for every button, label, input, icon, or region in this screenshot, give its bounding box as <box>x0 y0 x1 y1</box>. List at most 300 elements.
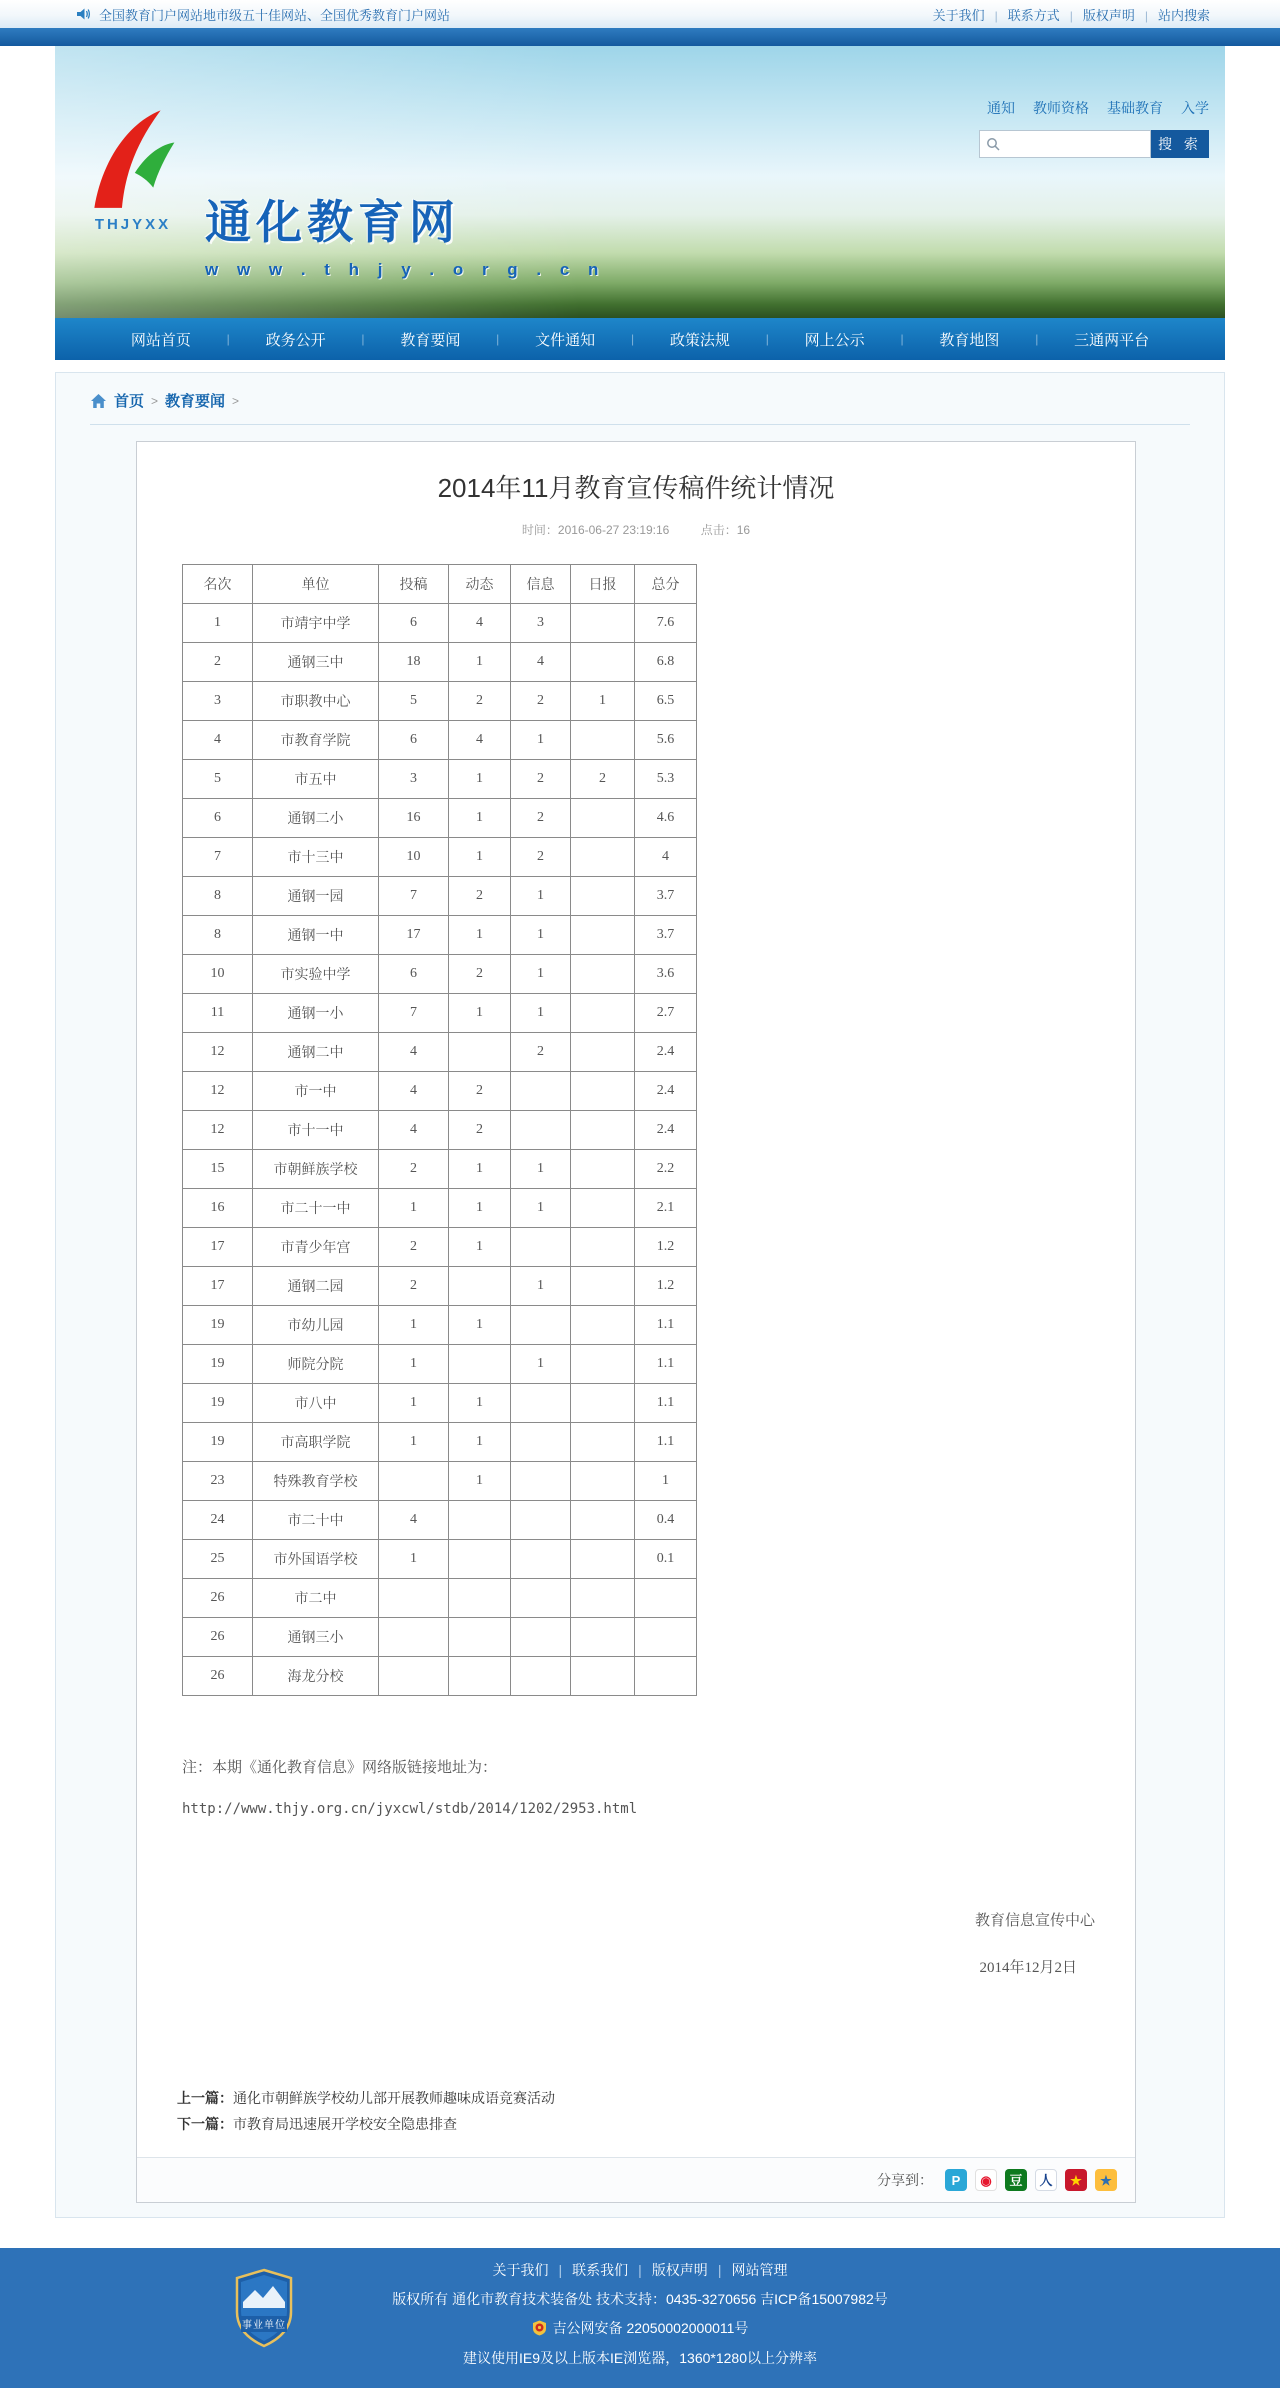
table-cell: 1 <box>449 1189 511 1228</box>
separator: | <box>1069 8 1073 23</box>
table-cell: 4 <box>511 643 571 682</box>
table-cell: 5.3 <box>635 760 697 799</box>
quick-link-2[interactable]: 教师资格 <box>1033 100 1089 116</box>
article-url-link[interactable]: http://www.thjy.org.cn/jyxcwl/stdb/2014/1202/2953.html <box>182 1801 638 1817</box>
nav-item-5[interactable]: 政策法规 <box>669 331 730 349</box>
column-header: 名次 <box>183 565 253 604</box>
table-cell: 2 <box>511 1033 571 1072</box>
table-row <box>183 916 697 955</box>
table-cell <box>571 994 635 1033</box>
table-cell: 26 <box>183 1579 253 1618</box>
nav-item-4[interactable]: 文件通知 <box>535 331 596 349</box>
content-panel <box>55 372 1225 2218</box>
table-cell: 19 <box>183 1306 253 1345</box>
table-cell: 1 <box>511 1150 571 1189</box>
prev-article-row <box>177 2085 1135 2111</box>
table-cell: 6 <box>183 799 253 838</box>
separator: | <box>900 332 904 346</box>
table-cell <box>635 1657 697 1696</box>
badge-label: 事业单位 <box>242 2320 286 2331</box>
table-cell: 市二十中 <box>253 1501 379 1540</box>
table-cell: 4 <box>449 604 511 643</box>
table-cell: 2 <box>511 838 571 877</box>
logo-abbr: THJYXX <box>94 216 172 233</box>
table-cell: 7 <box>379 877 449 916</box>
table-cell <box>571 1657 635 1696</box>
footer-copyright: 版权所有 通化市教育技术装备处 技术支持：0435-3270656 吉ICP备15007982号 <box>392 2291 888 2307</box>
table-cell: 17 <box>183 1228 253 1267</box>
site-footer <box>0 2248 1280 2388</box>
topbar-link-2[interactable]: 联系方式 <box>1007 7 1060 23</box>
douban-share-icon[interactable]: 豆 <box>1005 2169 1027 2191</box>
table-cell <box>571 1267 635 1306</box>
police-badge-icon <box>532 2320 547 2336</box>
table-cell: 1 <box>449 1462 511 1501</box>
table-row <box>183 955 697 994</box>
column-header: 总分 <box>635 565 697 604</box>
nav-item-3[interactable]: 教育要闻 <box>400 331 461 349</box>
table-row <box>183 1111 697 1150</box>
table-cell <box>571 1345 635 1384</box>
table-row <box>183 1657 697 1696</box>
separator: | <box>717 2262 722 2278</box>
table-row <box>183 1306 697 1345</box>
renren-share-icon[interactable]: 人 <box>1035 2169 1057 2191</box>
table-cell: 24 <box>183 1501 253 1540</box>
table-cell <box>571 1228 635 1267</box>
table-cell: 1 <box>449 760 511 799</box>
table-cell <box>511 1501 571 1540</box>
table-cell: 1 <box>449 994 511 1033</box>
search-input[interactable] <box>1005 133 1135 155</box>
site-header <box>55 46 1225 318</box>
table-cell: 10 <box>183 955 253 994</box>
top-announcement-bar <box>0 0 1280 28</box>
table-cell: 通钢二园 <box>253 1267 379 1306</box>
table-cell: 1 <box>449 1423 511 1462</box>
next-label: 下一篇： <box>177 2116 233 2132</box>
tencent-weibo-share-icon[interactable]: ★ <box>1065 2169 1087 2191</box>
table-cell: 1 <box>379 1540 449 1579</box>
footer-link-2[interactable]: 联系我们 <box>572 2262 629 2278</box>
table-cell <box>571 604 635 643</box>
table-cell <box>571 1579 635 1618</box>
next-article-row <box>177 2111 1135 2137</box>
table-cell: 4 <box>379 1072 449 1111</box>
table-cell: 2.4 <box>635 1072 697 1111</box>
table-cell: 4 <box>379 1033 449 1072</box>
table-cell: 2 <box>449 877 511 916</box>
table-cell: 3 <box>379 760 449 799</box>
table-cell: 3 <box>183 682 253 721</box>
header-quick-links <box>979 98 1209 118</box>
table-cell <box>571 1072 635 1111</box>
table-cell: 通钢二小 <box>253 799 379 838</box>
table-cell <box>511 1618 571 1657</box>
table-cell: 23 <box>183 1462 253 1501</box>
table-cell: 12 <box>183 1072 253 1111</box>
table-cell: 19 <box>183 1345 253 1384</box>
paipai-share-icon[interactable]: P <box>945 2169 967 2191</box>
table-cell: 10 <box>379 838 449 877</box>
main-nav <box>55 318 1225 360</box>
table-cell <box>511 1423 571 1462</box>
table-cell: 市十一中 <box>253 1111 379 1150</box>
table-cell: 1 <box>571 682 635 721</box>
table-cell <box>511 1540 571 1579</box>
table-cell <box>379 1579 449 1618</box>
footer-link-3[interactable]: 版权声明 <box>651 2262 708 2278</box>
footer-links <box>0 2260 1280 2280</box>
table-cell: 3 <box>511 604 571 643</box>
table-cell: 1 <box>511 994 571 1033</box>
article-time: 时间：2016-06-27 23:19:16 <box>521 523 670 537</box>
weibo-share-icon[interactable]: ◉ <box>975 2169 997 2191</box>
table-cell: 市职教中心 <box>253 682 379 721</box>
table-cell: 5 <box>183 760 253 799</box>
table-cell: 2.4 <box>635 1033 697 1072</box>
table-cell <box>571 1501 635 1540</box>
table-cell: 2 <box>571 760 635 799</box>
table-cell: 4.6 <box>635 799 697 838</box>
table-cell: 1 <box>449 1228 511 1267</box>
table-cell <box>571 877 635 916</box>
separator: | <box>638 2262 642 2278</box>
search-bar <box>979 130 1209 158</box>
table-cell <box>449 1540 511 1579</box>
table-cell: 1.2 <box>635 1228 697 1267</box>
table-cell: 0.1 <box>635 1540 697 1579</box>
table-cell: 特殊教育学校 <box>253 1462 379 1501</box>
table-row <box>183 1189 697 1228</box>
table-cell <box>449 1501 511 1540</box>
table-row <box>183 799 697 838</box>
separator: | <box>1035 332 1039 346</box>
table-cell: 1 <box>379 1423 449 1462</box>
table-cell <box>571 1540 635 1579</box>
table-cell: 6.5 <box>635 682 697 721</box>
table-cell <box>511 1657 571 1696</box>
table-cell: 2 <box>449 955 511 994</box>
table-cell: 2.2 <box>635 1150 697 1189</box>
topbar-link-1[interactable]: 关于我们 <box>932 7 985 23</box>
table-cell <box>571 1462 635 1501</box>
table-cell: 1 <box>379 1189 449 1228</box>
table-cell: 2 <box>449 682 511 721</box>
table-row <box>183 1033 697 1072</box>
table-cell: 3.7 <box>635 877 697 916</box>
table-cell: 17 <box>379 916 449 955</box>
table-cell <box>449 1345 511 1384</box>
table-cell: 1 <box>511 1345 571 1384</box>
separator: | <box>994 8 998 23</box>
nav-item-1[interactable]: 网站首页 <box>130 331 191 349</box>
table-cell: 1 <box>449 1384 511 1423</box>
table-cell: 2 <box>379 1150 449 1189</box>
table-cell: 1 <box>511 916 571 955</box>
table-cell: 19 <box>183 1423 253 1462</box>
table-cell: 1 <box>511 877 571 916</box>
table-row <box>183 838 697 877</box>
table-cell: 4 <box>449 721 511 760</box>
table-cell: 通钢一小 <box>253 994 379 1033</box>
table-cell: 通钢二中 <box>253 1033 379 1072</box>
prev-next-links <box>177 2085 1135 2137</box>
table-cell: 市高职学院 <box>253 1423 379 1462</box>
table-cell: 3.6 <box>635 955 697 994</box>
table-row <box>183 1423 697 1462</box>
table-cell <box>635 1618 697 1657</box>
table-cell: 1.1 <box>635 1384 697 1423</box>
table-cell <box>571 1618 635 1657</box>
table-cell: 2 <box>449 1111 511 1150</box>
stats-table <box>182 564 697 1696</box>
table-cell: 2 <box>511 799 571 838</box>
table-cell: 1 <box>449 643 511 682</box>
table-cell: 1 <box>379 1384 449 1423</box>
table-cell: 8 <box>183 877 253 916</box>
article-box <box>136 441 1136 2203</box>
table-cell: 4 <box>635 838 697 877</box>
table-cell <box>449 1618 511 1657</box>
nav-item-7[interactable]: 教育地图 <box>939 331 1000 349</box>
site-logo[interactable] <box>73 104 193 233</box>
quick-link-1[interactable]: 通知 <box>987 100 1015 116</box>
table-cell <box>571 1189 635 1228</box>
table-cell: 1 <box>449 1306 511 1345</box>
breadcrumb-section[interactable]: 教育要闻 <box>165 393 226 410</box>
prev-label: 上一篇： <box>177 2090 233 2106</box>
table-cell: 6 <box>379 604 449 643</box>
table-cell <box>571 916 635 955</box>
table-cell: 市实验中学 <box>253 955 379 994</box>
table-cell <box>511 1579 571 1618</box>
table-cell: 1.2 <box>635 1267 697 1306</box>
nav-item-8[interactable]: 三通两平台 <box>1074 331 1150 349</box>
table-cell <box>571 1306 635 1345</box>
table-cell: 1 <box>449 838 511 877</box>
table-cell: 1 <box>511 1189 571 1228</box>
table-cell: 6 <box>379 955 449 994</box>
separator: | <box>558 2262 563 2278</box>
table-row <box>183 1345 697 1384</box>
table-header-row <box>183 565 697 604</box>
table-row <box>183 1072 697 1111</box>
table-cell: 7 <box>183 838 253 877</box>
table-cell: 通钢三中 <box>253 643 379 682</box>
table-row <box>183 1618 697 1657</box>
table-cell <box>571 1111 635 1150</box>
table-cell: 市十三中 <box>253 838 379 877</box>
home-icon <box>90 393 107 409</box>
table-cell: 1 <box>511 1267 571 1306</box>
column-header: 信息 <box>511 565 571 604</box>
next-article-link[interactable]: 市教育局迅速展开学校安全隐患排查 <box>233 2116 457 2132</box>
table-cell: 0.4 <box>635 1501 697 1540</box>
table-cell <box>571 1033 635 1072</box>
table-cell: 3.7 <box>635 916 697 955</box>
table-cell <box>379 1657 449 1696</box>
signature-date: 2014年12月2日 <box>979 1960 1077 1976</box>
table-cell: 通钢三小 <box>253 1618 379 1657</box>
table-cell <box>449 1033 511 1072</box>
table-row <box>183 721 697 760</box>
separator: | <box>765 332 769 346</box>
column-header: 动态 <box>449 565 511 604</box>
table-cell: 6.8 <box>635 643 697 682</box>
site-name: 通化教育网 <box>205 196 460 248</box>
separator: | <box>361 332 365 346</box>
table-cell: 1.1 <box>635 1423 697 1462</box>
qzone-share-icon[interactable]: ★ <box>1095 2169 1117 2191</box>
signature: 教育信息宣传中心 <box>974 1913 1095 1929</box>
table-cell: 市二中 <box>253 1579 379 1618</box>
article-hits: 点击：16 <box>700 523 751 537</box>
table-row <box>183 994 697 1033</box>
table-cell <box>511 1111 571 1150</box>
table-row <box>183 1579 697 1618</box>
table-cell: 1 <box>511 721 571 760</box>
table-cell: 5 <box>379 682 449 721</box>
table-cell: 4 <box>379 1111 449 1150</box>
table-cell: 2 <box>511 682 571 721</box>
table-row <box>183 877 697 916</box>
column-header: 日报 <box>571 565 635 604</box>
footer-link-4[interactable]: 网站管理 <box>731 2262 788 2278</box>
table-cell: 市外国语学校 <box>253 1540 379 1579</box>
table-row <box>183 1384 697 1423</box>
table-row <box>183 1267 697 1306</box>
table-cell: 1 <box>183 604 253 643</box>
breadcrumb-separator: > <box>232 393 240 408</box>
nav-item-2[interactable]: 政务公开 <box>265 331 326 349</box>
table-row <box>183 682 697 721</box>
table-cell: 2 <box>449 1072 511 1111</box>
column-header: 投稿 <box>379 565 449 604</box>
site-url: w w w . t h j y . o r g . c n <box>205 260 606 279</box>
separator: | <box>630 332 635 346</box>
table-cell: 通钢一中 <box>253 916 379 955</box>
table-cell: 16 <box>183 1189 253 1228</box>
topbar-link-3[interactable]: 版权声明 <box>1082 7 1135 23</box>
share-bar <box>137 2157 1135 2202</box>
share-label: 分享到： <box>877 2172 933 2188</box>
table-cell: 市幼儿园 <box>253 1306 379 1345</box>
article-meta <box>137 521 1135 538</box>
table-row <box>183 1501 697 1540</box>
table-cell: 1 <box>449 799 511 838</box>
announcement-text: 全国教育门户网站地市级五十佳网站、全国优秀教育门户网站 <box>99 7 451 23</box>
table-cell: 1 <box>449 916 511 955</box>
table-cell: 市朝鲜族学校 <box>253 1150 379 1189</box>
table-cell: 市八中 <box>253 1384 379 1423</box>
table-cell: 1 <box>379 1306 449 1345</box>
quick-link-4[interactable]: 入学 <box>1181 100 1209 116</box>
table-cell: 18 <box>379 643 449 682</box>
table-cell: 市靖宇中学 <box>253 604 379 643</box>
separator: | <box>226 332 230 346</box>
table-cell <box>571 799 635 838</box>
table-cell: 2 <box>379 1228 449 1267</box>
footer-link-1[interactable]: 关于我们 <box>492 2262 549 2278</box>
table-cell <box>571 1423 635 1462</box>
nav-item-6[interactable]: 网上公示 <box>804 331 865 349</box>
table-row <box>183 1540 697 1579</box>
table-cell: 4 <box>379 1501 449 1540</box>
police-record-link[interactable]: 吉公网安备 22050002000011号 <box>552 2320 749 2336</box>
table-cell <box>635 1579 697 1618</box>
column-header: 单位 <box>253 565 379 604</box>
table-cell: 市二十一中 <box>253 1189 379 1228</box>
quick-link-3[interactable]: 基础教育 <box>1107 100 1163 116</box>
table-cell: 2.4 <box>635 1111 697 1150</box>
table-cell: 2.1 <box>635 1189 697 1228</box>
header-top-strip <box>0 28 1280 46</box>
table-cell: 7 <box>379 994 449 1033</box>
topbar-links <box>933 5 1210 24</box>
public-institution-badge[interactable] <box>233 2268 295 2348</box>
table-cell: 16 <box>379 799 449 838</box>
breadcrumb-home[interactable]: 首页 <box>114 393 145 410</box>
table-cell: 2.7 <box>635 994 697 1033</box>
table-cell: 市青少年宫 <box>253 1228 379 1267</box>
table-cell: 12 <box>183 1111 253 1150</box>
speaker-icon <box>75 6 91 22</box>
table-cell <box>449 1579 511 1618</box>
table-cell: 12 <box>183 1033 253 1072</box>
table-cell: 1.1 <box>635 1345 697 1384</box>
table-cell: 25 <box>183 1540 253 1579</box>
table-cell <box>511 1228 571 1267</box>
topbar-link-4[interactable]: 站内搜索 <box>1157 7 1210 23</box>
table-cell: 2 <box>379 1267 449 1306</box>
table-row <box>183 1462 697 1501</box>
separator: | <box>1144 8 1148 23</box>
table-cell: 7.6 <box>635 604 697 643</box>
table-cell <box>449 1657 511 1696</box>
separator: | <box>496 332 500 346</box>
search-icon <box>986 137 1000 151</box>
prev-article-link[interactable]: 通化市朝鲜族学校幼儿部开展教师趣味成语竞赛活动 <box>233 2090 555 2106</box>
search-button[interactable]: 搜 索 <box>1151 130 1209 158</box>
table-cell: 5.6 <box>635 721 697 760</box>
table-cell: 师院分院 <box>253 1345 379 1384</box>
article-title: 2014年11月教育宣传稿件统计情况 <box>437 473 835 503</box>
table-cell: 1 <box>449 1150 511 1189</box>
table-cell: 17 <box>183 1267 253 1306</box>
table-cell: 4 <box>183 721 253 760</box>
table-cell: 市一中 <box>253 1072 379 1111</box>
table-cell: 6 <box>379 721 449 760</box>
table-row <box>183 1228 697 1267</box>
table-cell <box>571 643 635 682</box>
table-cell: 1 <box>379 1345 449 1384</box>
breadcrumb <box>90 373 1190 425</box>
table-cell: 15 <box>183 1150 253 1189</box>
table-cell <box>511 1462 571 1501</box>
table-cell: 市五中 <box>253 760 379 799</box>
table-cell <box>571 1384 635 1423</box>
table-cell: 11 <box>183 994 253 1033</box>
table-cell <box>571 838 635 877</box>
table-cell: 1.1 <box>635 1306 697 1345</box>
table-cell: 26 <box>183 1657 253 1696</box>
table-cell <box>379 1462 449 1501</box>
table-row <box>183 643 697 682</box>
table-cell <box>379 1618 449 1657</box>
footer-browser-note: 建议使用IE9及以上版本IE浏览器，1360*1280以上分辨率 <box>463 2350 817 2366</box>
breadcrumb-separator: > <box>151 393 159 408</box>
